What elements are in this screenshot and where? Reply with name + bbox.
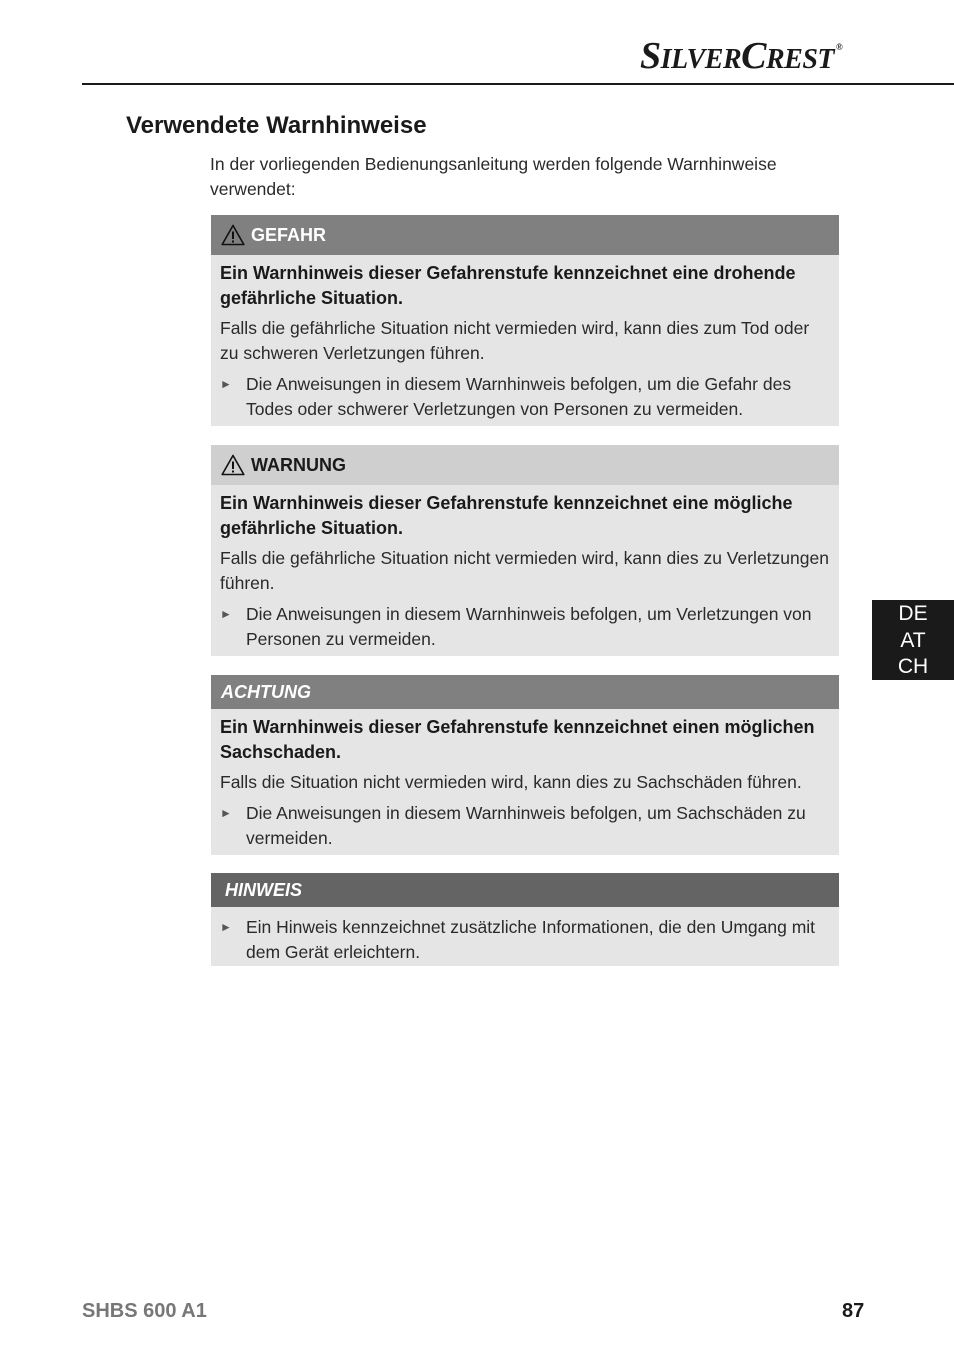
notice-hinweis <box>211 873 839 966</box>
language-ch: CH <box>897 655 929 678</box>
notice-warnung-bullet <box>220 602 829 652</box>
notice-warnung-text: Falls die gefährliche Situation nicht vermieden wird, kann dies zu Verletzungen führen. <box>220 548 829 593</box>
language-at: AT <box>900 628 926 652</box>
notice-gefahr-lead: Ein Warnhinweis dieser Gefahrenstufe kennzeichnet eine drohende gefährliche Situation. <box>220 263 796 308</box>
notice-warnung-lead: Ein Warnhinweis dieser Gefahrenstufe kennzeichnet eine mögliche gefährliche Situation. <box>220 493 793 538</box>
language-tab <box>872 600 954 680</box>
notice-hinweis-header <box>211 873 839 907</box>
notice-achtung-lead: Ein Warnhinweis dieser Gefahrenstufe kennzeichnet einen möglichen Sachschaden. <box>220 717 815 762</box>
notice-achtung <box>211 675 839 855</box>
notice-gefahr-bullet-text: Die Anweisungen in diesem Warnhinweis befolgen, um die Gefahr des Todes oder schwerer Verletzungen von Personen zu vermeiden. <box>246 374 792 419</box>
silvercrest-logo: SILVERCREST ® <box>640 35 843 77</box>
footer-model-number: SHBS 600 A1 <box>82 1300 207 1322</box>
notice-warnung <box>211 445 839 656</box>
notice-gefahr-text: Falls die gefährliche Situation nicht vermieden wird, kann dies zum Tod oder zu schweren Verletzungen führen. <box>220 318 810 363</box>
notice-warnung-header <box>211 445 839 485</box>
notice-gefahr <box>211 215 839 426</box>
notice-hinweis-title: HINWEIS <box>225 879 303 900</box>
bullet-arrow-icon: ► <box>220 377 232 391</box>
bullet-arrow-icon: ► <box>220 607 232 621</box>
bullet-arrow-icon: ► <box>220 806 232 820</box>
notice-hinweis-bullet <box>220 915 829 965</box>
notice-gefahr-title: GEFAHR <box>251 224 327 245</box>
notice-achtung-bullet <box>220 801 829 851</box>
warning-triangle-icon <box>221 224 245 246</box>
notice-gefahr-header <box>211 215 839 255</box>
notice-warnung-bullet-text: Die Anweisungen in diesem Warnhinweis befolgen, um Verletzungen von Personen zu vermeiden. <box>246 604 812 649</box>
warning-triangle-icon <box>221 454 245 476</box>
intro-text: In der vorliegenden Bedienungsanleitung werden folgende Warnhinweise verwendet: <box>210 154 777 199</box>
notice-achtung-header <box>211 675 839 709</box>
bullet-arrow-icon: ► <box>220 920 232 934</box>
notice-achtung-text: Falls die Situation nicht vermieden wird, kann dies zu Sachschäden führen. <box>220 772 802 792</box>
language-de: DE <box>898 602 928 625</box>
header-divider <box>82 83 954 85</box>
notice-achtung-bullet-text: Die Anweisungen in diesem Warnhinweis befolgen, um Sachschäden zu vermeiden. <box>246 803 806 848</box>
notice-achtung-title: ACHTUNG <box>221 681 311 702</box>
notice-hinweis-bullet-text: Ein Hinweis kennzeichnet zusätzliche Informationen, die den Umgang mit dem Gerät erleichtern. <box>246 917 816 962</box>
notice-gefahr-bullet <box>220 372 829 422</box>
page-number: 87 <box>842 1300 865 1322</box>
section-title: Verwendete Warnhinweise <box>126 112 427 139</box>
notice-warnung-title: WARNUNG <box>251 454 346 475</box>
